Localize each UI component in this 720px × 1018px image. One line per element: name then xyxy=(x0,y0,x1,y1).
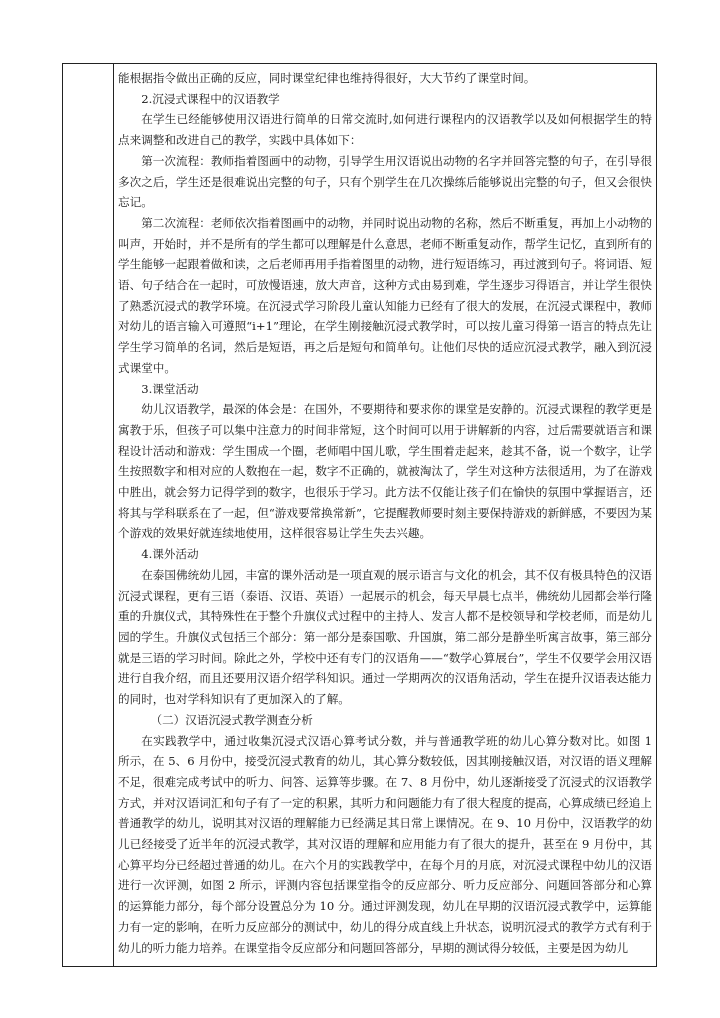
section-heading-immersion-chinese-teaching: 2.沉浸式课程中的汉语教学 xyxy=(141,91,280,106)
paragraph: 第二次流程：老师依次指着图画中的动物，并同时说出动物的名称，然后不断重复，再加上小动物的叫声，开始时，并不是所有的学生都可以理解是什么意思，老师不断重复动作，帮学生记忆，直到所有的学生能够一起跟着做和读，之后老师再用手指着图里的动物，进行短语练习，再过渡到句子。将词语、短语、句子结合在一起时，可放慢语速，放大声音，这种方式由易到难，学生逐步习得语言，并让学生很快了熟悉沉浸式的教学环境。在沉浸式学习阶段儿童认知能力已经有了很大的发展，在沉浸式课程中，教师对幼儿的语言输入可遵照“i+1”理论，在学生刚接触沉浸式教学时，可以按儿童习得第一语言的特点先让学生学习简单的名词，然后是短语，再之后是短句和简单句。让他们尽快的适应沉浸式教学，融入到沉浸式课堂中。 xyxy=(118,215,652,375)
document-body xyxy=(118,68,652,958)
paragraph: 在实践教学中，通过收集沉浸式汉语心算考试分数，并与普通教学班的幼儿心算分数对比。如图 1 所示，在 5、6 月份中，接受沉浸式教育的幼儿，其心算分数较低，因其刚接触汉语，对汉语的语义理解不足，很难完成考试中的听力、问答、运算等步骤。在 7、8 月份中，幼儿逐渐接受了沉浸式的汉语教学方式，并对汉语词汇和句子有了一定的积累，其听力和问题能力有了很大程度的提高，心算成绩已经追上普通教学的幼儿，说明其对汉语的理解能力已经满足其日常上课情况。在 9、10 月份中，汉语教学的幼儿已经接受了近半年的沉浸式教学，其对汉语的理解和应用能力有了很大的提升，甚至在 9 月份中，其心算平均分已经超过普通的幼儿。在六个月的实践教学中，在每个月的月底，对沉浸式课程中幼儿的汉语进行一次评测，如图 2 所示，评测内容包括课堂指令的反应部分、听力反应部分、问题回答部分和心算的运算能力部分，每个部分设置总分为 10 分。通过评测发现，幼儿在早期的汉语沉浸式教学中，运算能力有一定的影响，在听力反应部分的测试中，幼儿的得分成直线上升状态，说明沉浸式的教学方式有利于幼儿的听力能力培养。在课堂指令反应部分和问题回答部分，早期的测试得分较低，主要是因为幼儿 xyxy=(118,733,652,955)
paragraph-continuation: 能根据指令做出正确的反应，同时课堂纪律也维持得很好，大大节约了课堂时间。 xyxy=(118,71,536,85)
paragraph: 第一次流程：教师指着图画中的动物，引导学生用汉语说出动物的名字并回答完整的句子，在引导很多次之后，学生还是很难说出完整的句子，只有个别学生在几次操练后能够说出完整的句子，但又会很快忘记。 xyxy=(118,153,652,210)
section-heading-classroom-activities: 3.课堂活动 xyxy=(141,381,199,396)
section-heading-extracurricular-activities: 4.课外活动 xyxy=(141,547,199,562)
paragraph: 在泰国佛统幼儿园，丰富的课外活动是一项直观的展示语言与文化的机会，其不仅有极具特色的汉语沉浸式课程，更有三语（泰语、汉语、英语）一起展示的机会，每天早晨七点半，佛统幼儿园都会举行隆重的升旗仪式，其特殊性在于整个升旗仪式过程中的主持人、发言人都不是校领导和学校老师，而是幼儿园的学生。升旗仪式包括三个部分：第一部分是泰国歌、升国旗，第二部分是静坐听寓言故事，第三部分就是三语的学习时间。除此之外，学校中还有专门的汉语角——“数学心算展台”，学生不仅要学会用汉语进行自我介绍，而且还要用汉语介绍学科知识。通过一学期两次的汉语角活动，学生在提升汉语表达能力的同时，也对学科知识有了更加深入的了解。 xyxy=(118,567,652,707)
table-column-divider xyxy=(113,63,114,967)
paragraph: 幼儿汉语教学，最深的体会是：在国外，不要期待和要求你的课堂是安静的。沉浸式课程的教学更是寓教于乐，但孩子可以集中注意力的时间非常短，这个时间可以用于讲解新的内容，过后需要就语言和课程设计活动和游戏：学生围成一个圈，老师唱中国儿歌，学生围着走起来，趁其不备，说一个数字，让学生按照数字和相对应的人数抱在一起，数字不正确的，就被淘汰了，学生对这种方法很适用，为了在游戏中胜出，就会努力记得学到的数字，也很乐于学习。此方法不仅能让孩子们在愉快的氛围中掌握语言，还将其与学科联系在了一起，但“游戏要常换常新”，它提醒教师要时刻主要保持游戏的新鲜感，不要因为某个游戏的效果好就连续地使用，这样很容易让学生失去兴趣。 xyxy=(118,402,652,541)
section-heading-survey-analysis: （二）汉语沉浸式教学测查分析 xyxy=(150,712,313,727)
paragraph: 在学生已经能够使用汉语进行简单的日常交流时,如何进行课程内的汉语教学以及如何根据学生的特点来调整和改进自己的教学，实践中具体如下： xyxy=(118,112,652,148)
